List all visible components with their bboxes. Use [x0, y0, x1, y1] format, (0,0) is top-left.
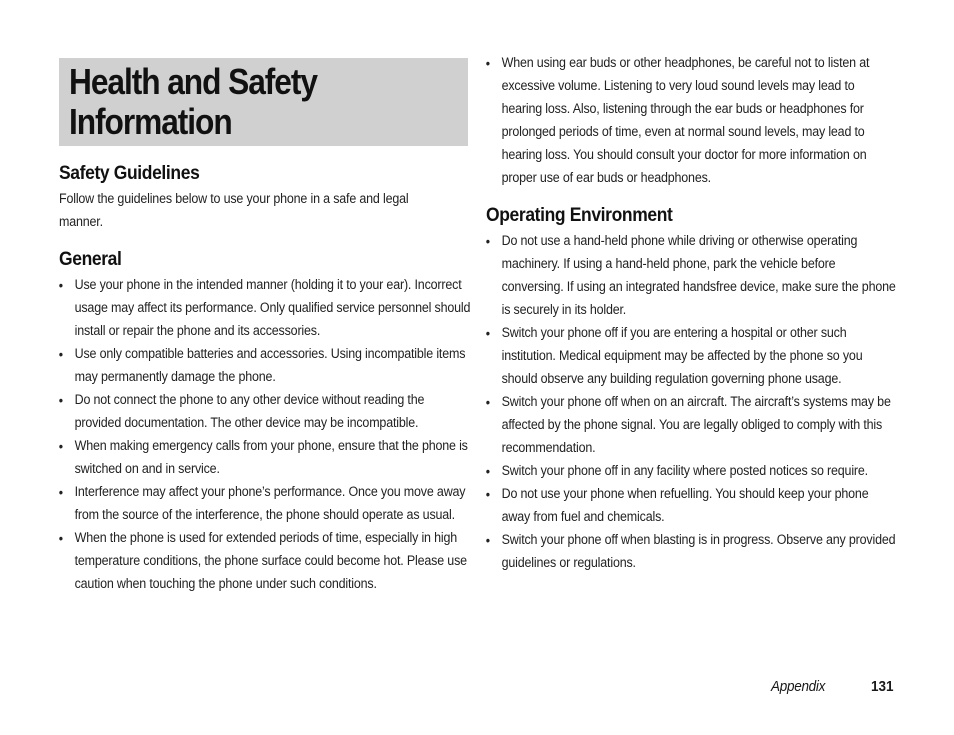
operating-environment-list-block	[484, 230, 896, 575]
bullet-icon: •	[58, 484, 63, 500]
headphones-block	[484, 52, 896, 190]
bullet-icon: •	[485, 394, 490, 410]
bullet-icon: •	[58, 438, 63, 454]
list-item: • Interference may affect your phone’s performance. Once you move away from the source of the interference, the phone should operate as usual.	[57, 481, 471, 527]
list-item: • Switch your phone off in any facility where posted notices so require.	[484, 460, 896, 483]
heading-safety-guidelines: Safety Guidelines	[59, 163, 200, 184]
bullet-icon: •	[485, 463, 490, 479]
bullet-icon: •	[485, 486, 490, 502]
list-item: • When using ear buds or other headphones, be careful not to listen at excessive volume. Listening to very loud sound levels may lead to hearing loss. Also, listening through the ear buds or headphones for prolonged periods of time, even at normal sound levels, may lead to hearing loss. You should consult your doctor for more information on proper use of ear buds or headphones.	[484, 52, 896, 190]
bullet-icon: •	[485, 55, 490, 71]
bullet-icon: •	[485, 325, 490, 341]
heading-operating-environment: Operating Environment	[486, 205, 673, 226]
page-title	[69, 62, 317, 142]
list-item: • Use your phone in the intended manner (holding it to your ear). Incorrect usage may affect its performance. Only qualified service personnel should install or repair the phone and its accessories.	[57, 274, 471, 343]
heading-general: General	[59, 249, 122, 270]
bullet-icon: •	[485, 532, 490, 548]
bullet-icon: •	[58, 530, 63, 546]
safety-guidelines-intro: Follow the guidelines below to use your phone in a safe and legal manner.	[59, 191, 409, 230]
bullet-icon: •	[58, 392, 63, 408]
bullet-icon: •	[58, 277, 63, 293]
footer-section-label: Appendix	[771, 678, 826, 695]
list-item: • Switch your phone off if you are entering a hospital or other such institution. Medical equipment may be affected by the phone so you should observe any building regulation governing phone usage.	[484, 322, 896, 391]
operating-environment-list	[484, 230, 896, 575]
list-item: • Do not use your phone when refuelling. You should keep your phone away from fuel and chemicals.	[484, 483, 896, 529]
safety-guidelines-intro-block	[59, 188, 446, 234]
list-item: • Do not connect the phone to any other device without reading the provided documentation. The other device may be incompatible.	[57, 389, 471, 435]
bullet-icon: •	[58, 346, 63, 362]
list-item: • Switch your phone off when blasting is in progress. Observe any provided guidelines or regulations.	[484, 529, 896, 575]
page-number: 131	[871, 678, 894, 695]
list-item: • When making emergency calls from your phone, ensure that the phone is switched on and in service.	[57, 435, 471, 481]
title-box	[59, 58, 468, 146]
list-item: • Switch your phone off when on an aircraft. The aircraft’s systems may be affected by the phone signal. You are legally obliged to comply with this recommendation.	[484, 391, 896, 460]
bullet-icon: •	[485, 233, 490, 249]
list-item: • When the phone is used for extended periods of time, especially in high temperature conditions, the phone surface could become hot. Please use caution when touching the phone under such conditions.	[57, 527, 471, 596]
page-title-line-2: Information	[69, 101, 232, 142]
list-item: • Do not use a hand-held phone while driving or otherwise operating machinery. If using a hand-held phone, park the vehicle before conversing. If using an integrated handsfree device, make sure the phone is securely in its holder.	[484, 230, 896, 322]
headphones-list	[484, 52, 896, 190]
page-title-line-1: Health and Safety	[69, 61, 317, 102]
list-item: • Use only compatible batteries and accessories. Using incompatible items may permanently damage the phone.	[57, 343, 471, 389]
general-list-block	[57, 274, 471, 596]
general-list	[57, 274, 471, 596]
